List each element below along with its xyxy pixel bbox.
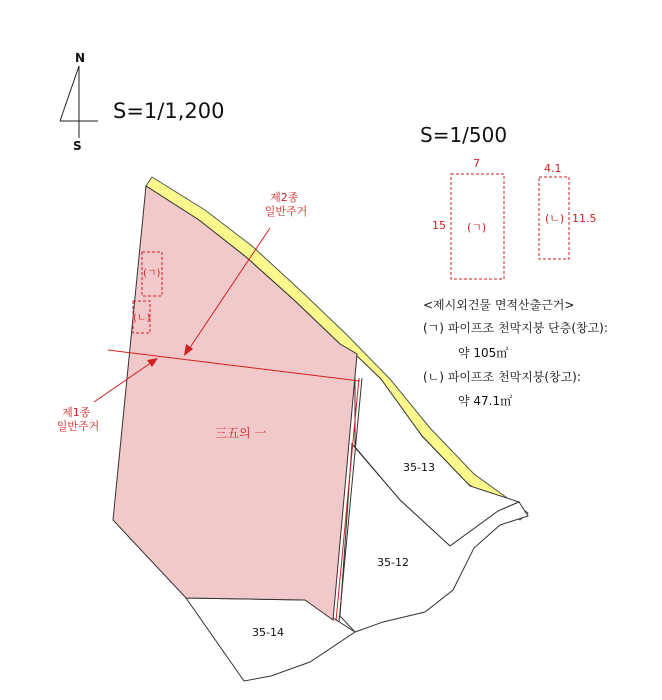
lot-35-12-label: 35-12: [377, 556, 409, 569]
building-b-label: (ㄴ): [133, 313, 151, 324]
north-arrow-icon: [60, 51, 98, 153]
notes-line1: (ㄱ) 파이프조 천막지붕 단층(창고):: [423, 321, 608, 335]
building-a-label: (ㄱ): [143, 268, 161, 279]
notes-line3: (ㄴ) 파이프조 천막지붕(창고):: [423, 370, 581, 384]
detail-a-width: 7: [473, 157, 480, 170]
parcel-label: 三五의 一: [215, 426, 267, 440]
zone2-label: 제2종 일반주거: [264, 191, 308, 218]
detail-b-width: 4.1: [544, 162, 562, 175]
main-scale-label: S=1/1,200: [113, 99, 225, 123]
area-notes: [423, 297, 608, 408]
north-label: N: [75, 51, 86, 65]
notes-line2: 약 105㎡: [458, 346, 509, 360]
notes-line4: 약 47.1㎡: [458, 394, 513, 408]
south-label: S: [73, 139, 82, 153]
subject-parcel: [113, 186, 357, 620]
detail-a-height: 15: [432, 219, 446, 232]
detail-b-height: 11.5: [572, 212, 597, 225]
detail-b-label: (ㄴ): [545, 212, 565, 225]
lot-35-14-label: 35-14: [252, 626, 284, 639]
detail-scale-label: S=1/500: [420, 123, 508, 147]
lot-35-13-label: 35-13: [403, 461, 435, 474]
notes-title: <제시외건물 면적산출근거>: [423, 298, 575, 312]
detail-a-label: (ㄱ): [467, 221, 487, 234]
zone1-label: 제1종 일반주거: [56, 406, 100, 433]
